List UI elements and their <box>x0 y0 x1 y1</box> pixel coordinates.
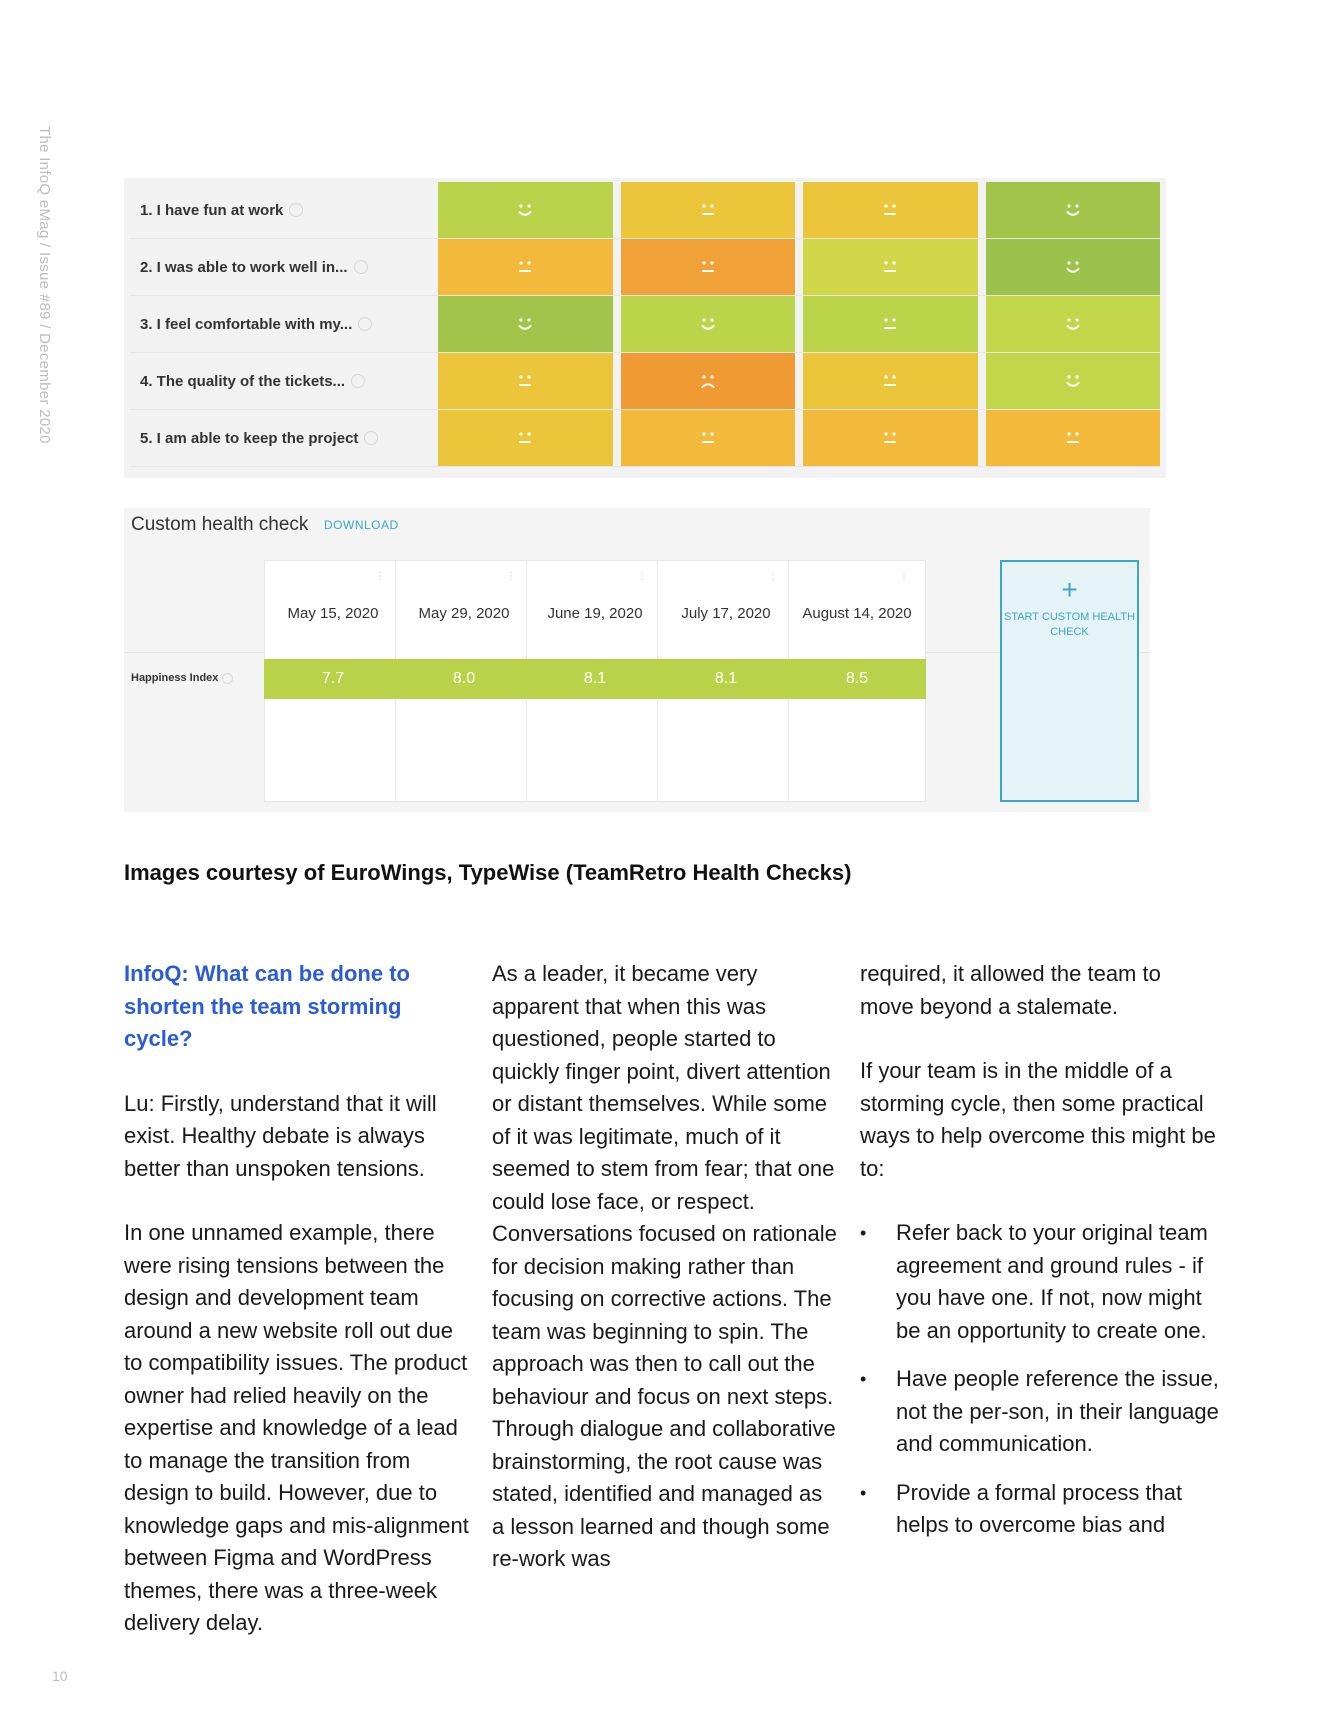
interview-question: InfoQ: What can be done to shorten the team storming cycle? <box>124 961 410 1051</box>
bullet-item: • Provide a formal process that helps to overcome bias and <box>860 1477 1220 1542</box>
heatmap-cell[interactable] <box>803 239 978 295</box>
paragraph: As a leader, it became very apparent that when this was questioned, people started to quickly finger point, divert attention or distant themselves. While some of it was legitimate, much of it seemed to stem from fear; that one could lose face, or respect. Conversations focused on rationale for decision making rather than focusing on corrective actions. The team was beginning to spin. The approach was then to call out the behaviour and focus on next steps. Through dialogue and collaborative brainstorming, the root cause was stated, identified and managed as a lesson learned and though some re-work was <box>492 961 837 1571</box>
heatmap-cell[interactable] <box>986 353 1161 409</box>
neutral-face-icon <box>695 425 721 451</box>
neutral-face-icon <box>512 368 538 394</box>
happy-face-icon <box>1060 311 1086 337</box>
more-icon[interactable]: ⋮ <box>506 571 516 582</box>
happy-face-icon <box>1060 254 1086 280</box>
neutral-face-icon <box>1060 425 1086 451</box>
neutral-face-icon <box>877 311 903 337</box>
info-icon[interactable] <box>354 260 368 274</box>
heatmap-cell[interactable] <box>986 239 1161 295</box>
health-check-column[interactable] <box>395 560 533 802</box>
question-text: 2. I was able to work well in... <box>140 258 348 276</box>
heatmap-row <box>130 353 1160 410</box>
paragraph: Lu: Firstly, understand that it will exist. Healthy debate is always better than unspoken tensions. <box>124 1090 437 1181</box>
heatmap-cell[interactable] <box>803 410 978 466</box>
heatmap-cell[interactable] <box>986 296 1161 352</box>
happiness-index-label <box>131 672 233 684</box>
neutral-face-icon <box>877 425 903 451</box>
question-text: 3. I feel comfortable with my... <box>140 315 353 333</box>
happy-face-icon <box>1060 368 1086 394</box>
heatmap-row <box>130 239 1160 296</box>
heatmap-row <box>130 182 1160 239</box>
heatmap-cell[interactable] <box>621 410 796 466</box>
more-icon[interactable]: ⋮ <box>375 571 385 582</box>
happiness-value: 8.0 <box>395 659 533 699</box>
happy-face-icon <box>512 311 538 337</box>
heatmap-cell[interactable] <box>438 410 613 466</box>
paragraph: required, it allowed the team to move beyond a stalemate. <box>860 961 1161 1019</box>
happiness-value: 8.1 <box>526 659 664 699</box>
body-column-2 <box>492 958 838 1608</box>
question-text: 5. I am able to keep the project <box>140 429 359 447</box>
heatmap-cell[interactable] <box>803 353 978 409</box>
question-text: 4. The quality of the tickets... <box>140 372 346 390</box>
heatmap-cell[interactable] <box>986 410 1161 466</box>
heatmap-cell[interactable] <box>438 353 613 409</box>
health-check-column[interactable] <box>657 560 795 802</box>
health-check-column[interactable] <box>788 560 926 802</box>
info-icon[interactable] <box>364 431 378 445</box>
heatmap-cell[interactable] <box>621 239 796 295</box>
page-number: 10 <box>52 1668 68 1684</box>
neutral-face-icon <box>512 425 538 451</box>
start-custom-label: START CUSTOM HEALTH CHECK <box>1003 611 1135 638</box>
happy-face-icon <box>695 311 721 337</box>
heatmap-cell[interactable] <box>986 182 1161 238</box>
heatmap-cell[interactable] <box>803 182 978 238</box>
heatmap-cell[interactable] <box>621 296 796 352</box>
info-icon[interactable] <box>351 374 365 388</box>
heatmap-cell[interactable] <box>438 296 613 352</box>
paragraph: In one unnamed example, there were rising tensions between the design and development team around a new website roll out due to compatibility issues. The product owner had relied heavily on the expertise and knowledge of a lead to manage the transition from design to build. However, due to knowledge gaps and mis-alignment between Figma and WordPress themes, there was a three-week delivery delay. <box>124 1220 469 1635</box>
neutral-face-icon <box>877 197 903 223</box>
panel-title: Custom health check <box>131 514 309 535</box>
more-icon[interactable]: ⋮ <box>899 571 909 582</box>
neutral-face-icon <box>877 368 903 394</box>
bullet-list <box>860 1217 1220 1542</box>
sad-face-icon <box>695 368 721 394</box>
happiness-index-text: Happiness Index <box>131 672 219 684</box>
heatmap-cell[interactable] <box>621 182 796 238</box>
issue-side-label: The InfoQ eMag / Issue #89 / December 2020 <box>36 126 53 444</box>
neutral-face-icon <box>877 254 903 280</box>
custom-health-check-panel <box>124 508 1150 812</box>
heatmap-cell[interactable] <box>438 239 613 295</box>
heatmap-row-label <box>130 353 430 409</box>
check-date: May 29, 2020 <box>418 605 510 622</box>
paragraph: If your team is in the middle of a storming cycle, then some practical ways to help overcome this might be to: <box>860 1058 1216 1181</box>
info-icon[interactable] <box>289 203 303 217</box>
health-check-heatmap <box>124 178 1166 478</box>
check-date: May 15, 2020 <box>287 605 379 622</box>
check-date: August 14, 2020 <box>802 605 912 622</box>
heatmap-cell[interactable] <box>621 353 796 409</box>
neutral-face-icon <box>695 197 721 223</box>
info-icon[interactable] <box>222 673 233 684</box>
heatmap-cell[interactable] <box>438 182 613 238</box>
happiness-value: 8.1 <box>657 659 795 699</box>
body-column-1 <box>124 958 470 1672</box>
start-custom-health-check-button[interactable] <box>1000 560 1139 802</box>
bullet-item: • Have people reference the issue, not the per-son, in their language and communication. <box>860 1363 1220 1461</box>
plus-icon: + <box>1061 574 1078 605</box>
neutral-face-icon <box>695 254 721 280</box>
health-check-column[interactable] <box>264 560 402 802</box>
happiness-value: 7.7 <box>264 659 402 699</box>
download-link[interactable]: DOWNLOAD <box>324 518 399 532</box>
heatmap-row-label <box>130 296 430 352</box>
heatmap-row <box>130 410 1160 467</box>
bullet-item: • Refer back to your original team agreement and ground rules - if you have one. If not, now might be an opportunity to create one. <box>860 1217 1220 1347</box>
heatmap-cell[interactable] <box>803 296 978 352</box>
more-icon[interactable]: ⋮ <box>637 571 647 582</box>
happy-face-icon <box>512 197 538 223</box>
heatmap-row-label <box>130 410 430 466</box>
question-text: 1. I have fun at work <box>140 201 284 219</box>
image-caption: Images courtesy of EuroWings, TypeWise (TeamRetro Health Checks) <box>124 860 852 885</box>
heatmap-row <box>130 296 1160 353</box>
body-column-3 <box>860 958 1220 1558</box>
health-check-column[interactable] <box>526 560 664 802</box>
more-icon[interactable]: ⋮ <box>768 571 778 582</box>
check-date: July 17, 2020 <box>681 605 771 622</box>
info-icon[interactable] <box>358 317 372 331</box>
heatmap-row-label <box>130 239 430 295</box>
happiness-value: 8.5 <box>788 659 926 699</box>
heatmap-row-label <box>130 182 430 238</box>
check-date: June 19, 2020 <box>547 605 643 622</box>
neutral-face-icon <box>512 254 538 280</box>
happy-face-icon <box>1060 197 1086 223</box>
